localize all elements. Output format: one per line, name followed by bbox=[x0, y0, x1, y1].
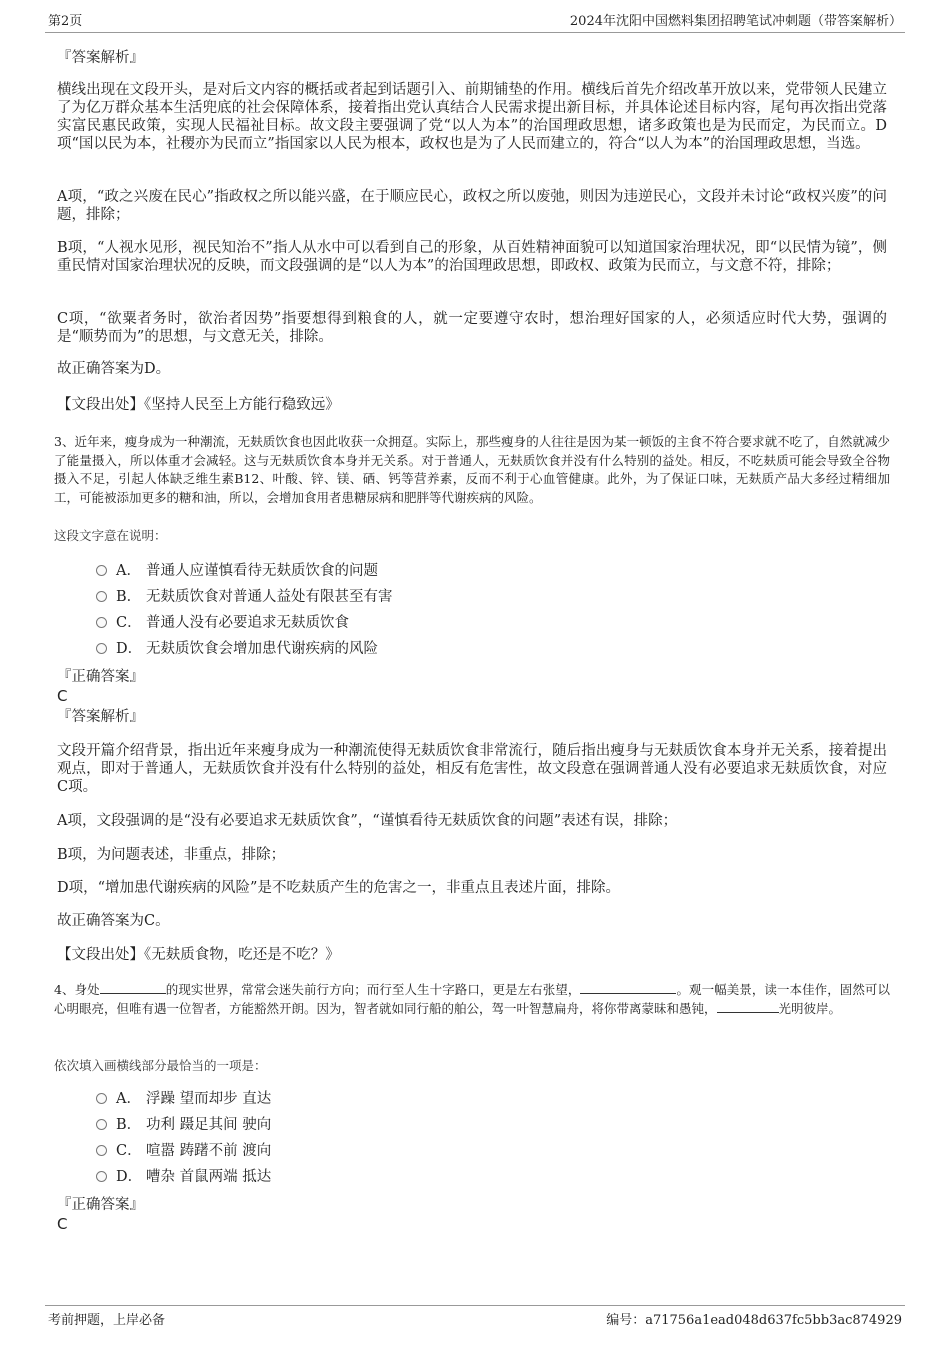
radio-icon[interactable] bbox=[96, 565, 107, 576]
q3-stem: 这段文字意在说明： bbox=[54, 528, 167, 543]
option-text: 无麸质饮食对普通人益处有限甚至有害 bbox=[146, 589, 393, 605]
option-key: B． bbox=[116, 589, 142, 605]
option-text: 无麸质饮食会增加患代谢疾病的风险 bbox=[146, 641, 378, 657]
radio-icon[interactable] bbox=[96, 643, 107, 654]
option-key: D． bbox=[116, 641, 143, 657]
page-header bbox=[45, 12, 905, 33]
q4-stem: 依次填入画横线部分最恰当的一项是： bbox=[54, 1058, 267, 1073]
q3-option-c[interactable] bbox=[96, 613, 349, 633]
q4-option-d[interactable] bbox=[96, 1167, 271, 1187]
option-text: 普通人应谨慎看待无麸质饮食的问题 bbox=[146, 563, 378, 579]
q2-explanation-label: 『答案解析』 bbox=[57, 50, 144, 66]
fill-blank-1 bbox=[100, 981, 166, 994]
option-text: 普通人没有必要追求无麸质饮食 bbox=[146, 615, 349, 631]
q2-explanation-c: C项，“欲粟者务时，欲治者因势”指要想得到粮食的人，就一定要遵守农时，想治理好国家的人，必须适应时代大势，强调的是“顺势而为”的思想，与文意无关，排除。 bbox=[57, 311, 887, 345]
q3-explanation-d: D项，“增加患代谢疾病的风险”是不吃麸质产生的危害之一，非重点且表述片面，排除。 bbox=[57, 880, 620, 896]
option-key: A． bbox=[116, 1091, 141, 1107]
option-key: A． bbox=[116, 563, 141, 579]
q4-text-part: 。观一幅美景，读一本佳作，固然可以心明眼亮，但唯有遇一位智者，方能豁然开朗。因为，智者就如同行船的舶公，驾一叶智慧扁舟，将你带离蒙昧和愚钝， bbox=[54, 982, 890, 1016]
fill-blank-2 bbox=[580, 981, 676, 994]
q4-text-part: 的现实世界，常常会迷失前行方向；而行至人生十字路口，更是左右张望， bbox=[165, 982, 581, 997]
q3-option-a[interactable] bbox=[96, 561, 378, 581]
option-text: 嘈杂 首鼠两端 抵达 bbox=[146, 1169, 272, 1185]
q4-option-a[interactable] bbox=[96, 1089, 271, 1109]
page-number: 第2页 bbox=[48, 14, 83, 29]
q2-source: 【文段出处】《坚持人民至上方能行稳致远》 bbox=[57, 397, 340, 413]
radio-icon[interactable] bbox=[96, 591, 107, 602]
footer-slogan: 考前押题，上岸必备 bbox=[48, 1313, 166, 1328]
q3-answer: C bbox=[57, 687, 68, 705]
option-text: 浮躁 望而却步 直达 bbox=[146, 1091, 272, 1107]
radio-icon[interactable] bbox=[96, 1171, 107, 1182]
radio-icon[interactable] bbox=[96, 1119, 107, 1130]
q4-option-c[interactable] bbox=[96, 1141, 271, 1161]
document-id: 编号：a71756a1ead048d637fc5bb3ac874929 bbox=[606, 1313, 902, 1328]
q3-answer-label: 『正确答案』 bbox=[57, 669, 144, 685]
option-text: 喧嚣 踌躇不前 渡向 bbox=[146, 1143, 272, 1159]
q3-source: 【文段出处】《无麸质食物，吃还是不吃？》 bbox=[57, 947, 340, 963]
q4-text-part: 光明彼岸。 bbox=[778, 1000, 842, 1016]
q2-explanation-a: A项，“政之兴废在民心”指政权之所以能兴盛，在于顺应民心，政权之所以废弛，则因为违逆民心，文段并未讨论“政权兴废”的问题，排除； bbox=[57, 189, 887, 223]
option-key: D． bbox=[116, 1169, 143, 1185]
q4-text-part: 4、身处 bbox=[54, 982, 100, 997]
q3-text: 3、近年来，瘦身成为一种潮流，无麸质饮食也因此收获一众拥趸。实际上，那些瘦身的人往往是因为某一顿饭的主食不符合要求就不吃了，自然就减少了能量摄入，所以体重才会减轻。这与无麸质饮食本身并无关系。对于普通人，无麸质饮食并没有什么特别的益处。相反，不吃麸质可能会导致全谷物摄入不足，引起人体缺乏维生素B12、叶酸、锌、镁、硒、钙等营养素，反而不利于心血管健康。此外，为了保证口味，无麸质产品大多经过精细加工，可能被添加更多的糖和油，所以，会增加食用者患糖尿病和肥胖等代谢疾病的风险。 bbox=[54, 434, 890, 505]
q4-answer: C bbox=[57, 1215, 68, 1233]
q2-explanation-b: B项，“人视水见形，视民知治不”指人从水中可以看到自己的形象，从百姓精神面貌可以知道国家治理状况，即“以民情为镜”，侧重民情对国家治理状况的反映，而文段强调的是“以人为本”的治国理政思想，即政权、政策为民而立，与文意不符，排除； bbox=[57, 240, 887, 274]
radio-icon[interactable] bbox=[96, 1093, 107, 1104]
option-key: B． bbox=[116, 1117, 142, 1133]
page-footer bbox=[45, 1305, 905, 1336]
q4-option-b[interactable] bbox=[96, 1115, 271, 1135]
q3-explanation-main: 文段开篇介绍背景，指出近年来瘦身成为一种潮流使得无麸质饮食非常流行，随后指出瘦身与无麸质饮食本身并无关系，接着提出观点，即对于普通人，无麸质饮食并没有什么特别的益处，相反有危害性，故文段意在强调普通人没有必要追求无麸质饮食，对应C项。 bbox=[57, 743, 887, 795]
radio-icon[interactable] bbox=[96, 1145, 107, 1156]
option-key: C． bbox=[116, 1143, 142, 1159]
radio-icon[interactable] bbox=[96, 617, 107, 628]
q2-explanation-main: 横线出现在文段开头，是对后文内容的概括或者起到话题引入、前期铺垫的作用。横线后首先介绍改革开放以来，党带领人民建立了为亿万群众基本生活兜底的社会保障体系，接着指出党认真结合人民需求提出新目标，并具体论述目标内容，尾句再次指出党落实富民惠民政策，实现人民福祉目标。故文段主要强调了党“以人为本”的治国理政思想，诸多政策也是为民而定，为民而立。D项“国以民为本，社稷亦为民而立”指国家以人民为根本，政权也是为了人民而建立的，符合“以人为本”的治国理政思想，当选。 bbox=[57, 82, 887, 152]
q4-answer-label: 『正确答案』 bbox=[57, 1197, 144, 1213]
q3-explanation-conclusion: 故正确答案为C。 bbox=[57, 913, 170, 929]
option-key: C． bbox=[116, 615, 142, 631]
q2-explanation-conclusion: 故正确答案为D。 bbox=[57, 361, 171, 377]
q3-explanation-b: B项，为问题表述，非重点，排除； bbox=[57, 847, 286, 863]
q4-text bbox=[54, 981, 890, 1018]
q3-explanation-a: A项，文段强调的是“没有必要追求无麸质饮食”，“谨慎看待无麸质饮食的问题”表述有误，排除； bbox=[57, 813, 678, 829]
option-text: 功利 蹑足其间 驶向 bbox=[146, 1117, 272, 1133]
q3-explanation-label: 『答案解析』 bbox=[57, 709, 144, 725]
document-title: 2024年沈阳中国燃料集团招聘笔试冲刺题（带答案解析） bbox=[569, 14, 902, 29]
q3-option-d[interactable] bbox=[96, 639, 378, 659]
fill-blank-3 bbox=[717, 1000, 779, 1013]
q3-option-b[interactable] bbox=[96, 587, 393, 607]
